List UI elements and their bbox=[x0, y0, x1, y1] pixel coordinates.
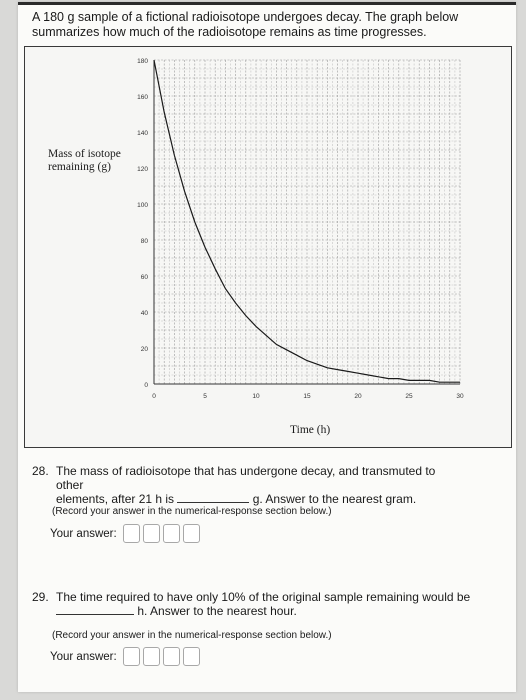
decay-chart bbox=[18, 2, 516, 692]
x-tick-label: 10 bbox=[252, 393, 260, 400]
question-28-line2-start: elements, after 21 h is bbox=[56, 492, 175, 506]
x-tick-label: 25 bbox=[405, 393, 413, 400]
question-28-number: 28. bbox=[32, 464, 49, 478]
question-29-blank bbox=[56, 614, 134, 615]
question-29-line1: The time required to have only 10% of the original sample remaining would be bbox=[56, 590, 471, 604]
x-tick-label: 30 bbox=[456, 393, 464, 400]
x-tick-label: 20 bbox=[354, 393, 362, 400]
question-28-answer-label: Your answer: bbox=[50, 527, 117, 540]
question-28-line2-end: g. Answer to the nearest gram. bbox=[252, 492, 417, 506]
q29-answer-digit-4[interactable] bbox=[183, 647, 200, 666]
y-tick-label: 60 bbox=[140, 274, 148, 281]
question-29-number: 29. bbox=[32, 590, 49, 604]
y-tick-label: 160 bbox=[137, 94, 148, 101]
question-28-note: (Record your answer in the numerical-response section below.) bbox=[52, 506, 332, 517]
question-28-blank bbox=[177, 502, 249, 503]
y-axis-label: Mass of isotope remaining (g) bbox=[48, 148, 121, 173]
y-tick-label: 180 bbox=[137, 58, 148, 65]
question-29 bbox=[32, 590, 502, 620]
y-tick-label: 80 bbox=[140, 238, 148, 245]
question-29-answer-label: Your answer: bbox=[50, 650, 117, 663]
y-tick-label: 40 bbox=[140, 310, 148, 317]
question-29-note: (Record your answer in the numerical-response section below.) bbox=[52, 630, 332, 641]
question-29-line2-end: h. Answer to the nearest hour. bbox=[137, 604, 297, 618]
worksheet-page bbox=[18, 2, 516, 692]
y-tick-label: 120 bbox=[137, 166, 148, 173]
y-tick-label: 20 bbox=[140, 346, 148, 353]
question-28-answer-row bbox=[50, 524, 203, 543]
y-tick-label: 140 bbox=[137, 130, 148, 137]
question-29-answer-row bbox=[50, 647, 203, 666]
question-28 bbox=[32, 464, 492, 506]
q28-answer-digit-3[interactable] bbox=[163, 524, 180, 543]
y-tick-label: 100 bbox=[137, 202, 148, 209]
question-28-answer-boxes bbox=[123, 524, 203, 543]
intro-text: A 180 g sample of a fictional radioisotope undergoes decay. The graph below summarizes how much of the radioisotope remains as time progresses. bbox=[32, 10, 459, 39]
question-28-line1: The mass of radioisotope that has undergone decay, and transmuted to other bbox=[56, 464, 436, 492]
q29-answer-digit-3[interactable] bbox=[163, 647, 180, 666]
q28-answer-digit-4[interactable] bbox=[183, 524, 200, 543]
x-tick-label: 5 bbox=[203, 393, 207, 400]
q29-answer-digit-2[interactable] bbox=[143, 647, 160, 666]
x-tick-label: 0 bbox=[152, 393, 156, 400]
y-tick-label: 0 bbox=[144, 382, 148, 389]
x-axis-label: Time (h) bbox=[290, 424, 331, 436]
q29-answer-digit-1[interactable] bbox=[123, 647, 140, 666]
q28-answer-digit-2[interactable] bbox=[143, 524, 160, 543]
question-29-answer-boxes bbox=[123, 647, 203, 666]
x-tick-label: 15 bbox=[303, 393, 311, 400]
q28-answer-digit-1[interactable] bbox=[123, 524, 140, 543]
